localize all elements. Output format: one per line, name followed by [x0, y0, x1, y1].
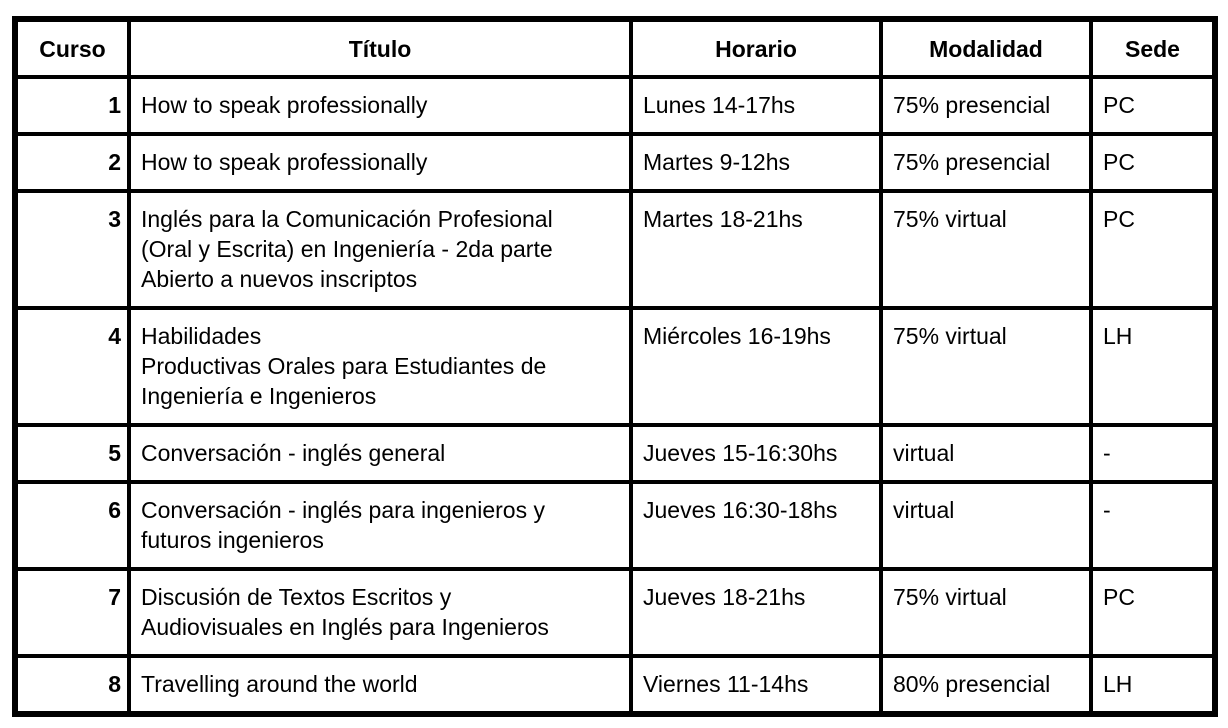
cell-titulo-line: Habilidades	[141, 323, 262, 349]
cell-curso: 2	[15, 134, 129, 191]
cell-modalidad: 75% virtual	[881, 308, 1091, 425]
cell-sede: PC	[1091, 191, 1215, 308]
table-row	[15, 425, 1215, 482]
cell-curso: 4	[15, 308, 129, 425]
cell-horario: Viernes 11-14hs	[631, 656, 881, 714]
cell-titulo	[129, 191, 631, 308]
header-modalidad: Modalidad	[881, 19, 1091, 77]
table-row	[15, 134, 1215, 191]
cell-modalidad: 75% virtual	[881, 569, 1091, 656]
cell-sede: -	[1091, 482, 1215, 569]
cell-titulo-line: Audiovisuales en Inglés para Ingenieros	[141, 614, 549, 640]
cell-titulo-line: Ingeniería e Ingenieros	[141, 383, 377, 409]
cell-horario: Lunes 14-17hs	[631, 77, 881, 134]
cell-curso: 5	[15, 425, 129, 482]
cell-modalidad: virtual	[881, 482, 1091, 569]
table-row	[15, 191, 1215, 308]
table-row	[15, 569, 1215, 656]
cell-horario: Martes 9-12hs	[631, 134, 881, 191]
cell-sede: LH	[1091, 308, 1215, 425]
cell-titulo	[129, 134, 631, 191]
cell-titulo	[129, 77, 631, 134]
course-table	[12, 16, 1218, 717]
cell-curso: 6	[15, 482, 129, 569]
cell-titulo-line: How to speak professionally	[141, 92, 428, 118]
course-table-container	[12, 16, 1212, 717]
cell-titulo-line: Travelling around the world	[141, 671, 418, 697]
cell-sede: PC	[1091, 77, 1215, 134]
cell-titulo	[129, 656, 631, 714]
cell-titulo-line: Conversación - inglés para ingenieros y	[141, 497, 545, 523]
cell-modalidad: 75% presencial	[881, 77, 1091, 134]
cell-sede: -	[1091, 425, 1215, 482]
table-row	[15, 77, 1215, 134]
cell-titulo-line: Inglés para la Comunicación Profesional	[141, 206, 553, 232]
cell-modalidad: 80% presencial	[881, 656, 1091, 714]
cell-titulo	[129, 425, 631, 482]
cell-titulo-line: Productivas Orales para Estudiantes de	[141, 353, 547, 379]
cell-curso: 1	[15, 77, 129, 134]
table-header-row	[15, 19, 1215, 77]
cell-horario: Jueves 16:30-18hs	[631, 482, 881, 569]
cell-titulo-line: Discusión de Textos Escritos y	[141, 584, 452, 610]
cell-modalidad: virtual	[881, 425, 1091, 482]
cell-titulo-line: (Oral y Escrita) en Ingeniería - 2da parte	[141, 236, 553, 262]
cell-curso: 7	[15, 569, 129, 656]
header-horario: Horario	[631, 19, 881, 77]
cell-titulo	[129, 482, 631, 569]
cell-horario: Jueves 18-21hs	[631, 569, 881, 656]
cell-titulo-line: Conversación - inglés general	[141, 440, 446, 466]
cell-titulo-line: Abierto a nuevos inscriptos	[141, 266, 418, 292]
cell-horario: Miércoles 16-19hs	[631, 308, 881, 425]
cell-horario: Jueves 15-16:30hs	[631, 425, 881, 482]
cell-modalidad: 75% presencial	[881, 134, 1091, 191]
cell-curso: 3	[15, 191, 129, 308]
cell-titulo	[129, 569, 631, 656]
cell-curso: 8	[15, 656, 129, 714]
header-sede: Sede	[1091, 19, 1215, 77]
cell-titulo	[129, 308, 631, 425]
header-curso: Curso	[15, 19, 129, 77]
cell-sede: PC	[1091, 569, 1215, 656]
table-row	[15, 308, 1215, 425]
cell-sede: PC	[1091, 134, 1215, 191]
table-row	[15, 656, 1215, 714]
cell-titulo-line: How to speak professionally	[141, 149, 428, 175]
header-titulo: Título	[129, 19, 631, 77]
cell-titulo-line: futuros ingenieros	[141, 527, 324, 553]
table-row	[15, 482, 1215, 569]
cell-sede: LH	[1091, 656, 1215, 714]
cell-modalidad: 75% virtual	[881, 191, 1091, 308]
cell-horario: Martes 18-21hs	[631, 191, 881, 308]
